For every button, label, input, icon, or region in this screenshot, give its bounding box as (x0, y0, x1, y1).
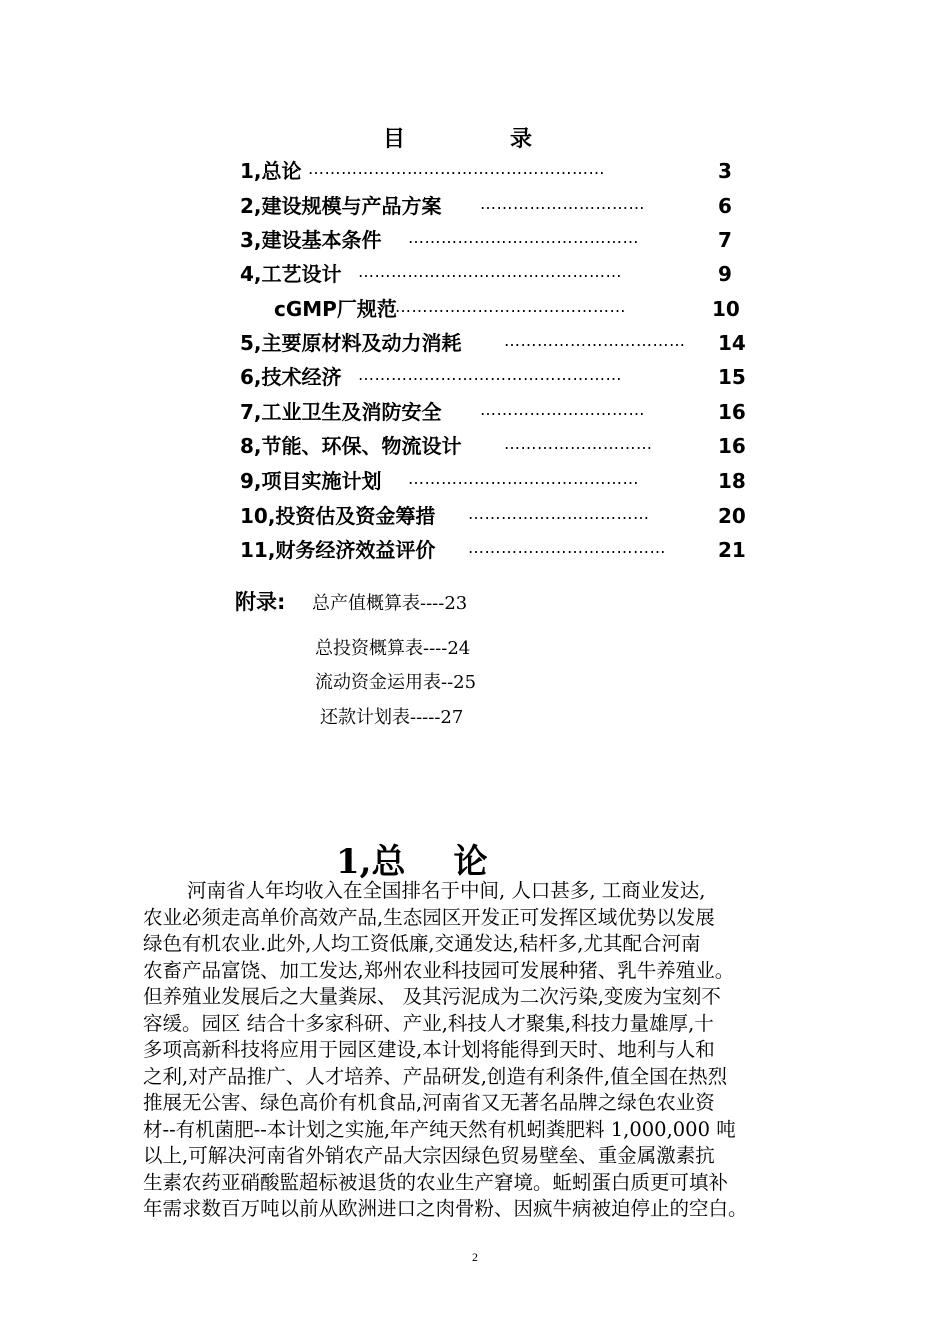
toc-entry[interactable] (240, 227, 760, 253)
section-title-char-1: 总 (371, 842, 406, 882)
section-heading (336, 834, 488, 883)
toc-leader-dots: ………………………… (480, 194, 645, 213)
toc-leader-dots: ……………………………………………… (308, 159, 605, 178)
toc-entry-label: 10,投资估及资金筹措 (240, 504, 436, 528)
toc-title-char-2: 录 (510, 127, 533, 152)
toc-entry-page: 16 (718, 400, 746, 424)
section-number: 1, (336, 842, 372, 882)
toc-entry-page: 20 (718, 504, 746, 528)
toc-entry[interactable] (240, 468, 760, 494)
toc-leader-dots: …………………………………… (408, 228, 639, 247)
toc-entry-page: 3 (718, 159, 732, 183)
toc-entry[interactable] (240, 399, 760, 425)
appendix-item[interactable]: 流动资金运用表--25 (315, 672, 477, 693)
body-line: 容缓。园区 结合十多家科研、产业,科技人才聚集,科技力量雄厚,十 (143, 1011, 714, 1035)
toc-entry-label: 5,主要原材料及动力消耗 (240, 331, 462, 355)
appendix-item[interactable]: 还款计划表-----27 (320, 707, 464, 728)
appendix-item[interactable]: 总产值概算表----23 (312, 593, 468, 614)
toc-entry-page: 16 (718, 434, 746, 458)
appendix (235, 586, 285, 616)
toc-title (383, 122, 532, 153)
toc-entry[interactable] (240, 364, 760, 390)
toc-entry-page: 15 (718, 365, 746, 389)
toc-entry-page: 14 (718, 331, 746, 355)
toc-entry-label: 4,工艺设计 (240, 262, 342, 286)
toc-entry-label: 11,财务经济效益评价 (240, 538, 436, 562)
toc-entry-page: 6 (718, 194, 732, 218)
toc-entry[interactable] (240, 261, 760, 287)
toc-entry[interactable] (240, 193, 760, 219)
toc-entry[interactable] (240, 158, 760, 184)
toc-entry-page: 7 (718, 228, 732, 252)
toc-entry-label: 1,总论 (240, 159, 302, 183)
section-body (143, 878, 833, 1223)
appendix-heading: 附录: (235, 590, 286, 614)
toc-leader-dots: ………………………………………… (358, 365, 622, 384)
toc-title-char-1: 目 (383, 127, 406, 152)
toc-entry-page: 9 (718, 262, 732, 286)
page-number: 2 (472, 1250, 478, 1264)
body-line: 但养殖业发展后之大量粪尿、 及其污泥成为二次污染,变废为宝刻不 (143, 985, 721, 1008)
body-line: 之利,对产品推广、人才培养、产品研发,创造有利条件,值全国在热烈 (143, 1064, 728, 1088)
toc-leader-dots: ………………………… (480, 400, 645, 419)
section-title-char-2: 论 (453, 842, 488, 882)
toc-entry-label: 3,建设基本条件 (240, 228, 382, 252)
body-line: 推展无公害、绿色高价有机食品,河南省又无著名品牌之绿色农业资 (143, 1091, 715, 1114)
toc-entry-page: 18 (718, 469, 746, 493)
toc-leader-dots: …………………………… (468, 504, 650, 523)
toc-entry-label: 8,节能、环保、物流设计 (240, 434, 462, 458)
toc-entry-label: 7,工业卫生及消防安全 (240, 400, 442, 424)
body-line: 生素农药亚硝酸監超标被退货的农业生产窘境。蚯蚓蛋白质更可填补 (143, 1170, 729, 1194)
toc-leader-dots: ……………………… (504, 434, 653, 453)
appendix-item[interactable]: 总投资概算表----24 (315, 638, 471, 659)
toc-entry-label: cGMP厂规范 (274, 297, 397, 321)
toc-leader-dots: …………………………… (504, 331, 686, 350)
body-line: 年需求数百万吨以前从欧洲进口之肉骨粉、因疯牛病被迫停止的空白。 (143, 1197, 748, 1220)
toc-entry-page: 10 (712, 297, 740, 321)
toc-entry[interactable] (240, 296, 760, 322)
toc-entry[interactable] (240, 330, 760, 356)
toc-entry[interactable] (240, 537, 760, 563)
toc-entry-label: 6,技术经济 (240, 365, 342, 389)
body-line: 绿色有机农业.此外,人均工资低廉,交通发达,秸杆多,尤其配合河南 (143, 932, 701, 955)
body-line: 以上,可解决河南省外销农产品大宗因绿色贸易壁垒、重金属激素抗 (143, 1144, 715, 1167)
toc-leader-dots: …………………………………… (408, 469, 639, 488)
toc-leader-dots: ……………………………… (468, 538, 666, 557)
toc-entry[interactable] (240, 503, 760, 529)
toc-leader-dots: ………………………………………… (358, 262, 622, 281)
toc-entry-page: 21 (718, 538, 746, 562)
body-line: 多项高新科技将应用于园区建设,本计划将能得到天时、地利与人和 (143, 1038, 715, 1061)
toc-entry-label: 9,项目实施计划 (240, 469, 382, 493)
toc-entry[interactable] (240, 433, 760, 459)
body-line: 农业必须走高单价高效产品,生态园区开发正可发挥区域优势以发展 (143, 905, 715, 929)
toc-leader-dots: …………………………………… (395, 297, 626, 316)
body-line: 材--有机菌肥--本计划之实施,年产纯天然有机蚓粪肥料 1,000,000 吨 (143, 1117, 736, 1141)
body-line: 河南省人年均收入在全国排名于中间, 人口甚多, 工商业发达, (187, 879, 706, 902)
toc-entry-label: 2,建设规模与产品方案 (240, 194, 442, 218)
body-line: 农畜产品富饶、加工发达,郑州农业科技园可发展种猪、乳牛养殖业。 (143, 958, 735, 982)
